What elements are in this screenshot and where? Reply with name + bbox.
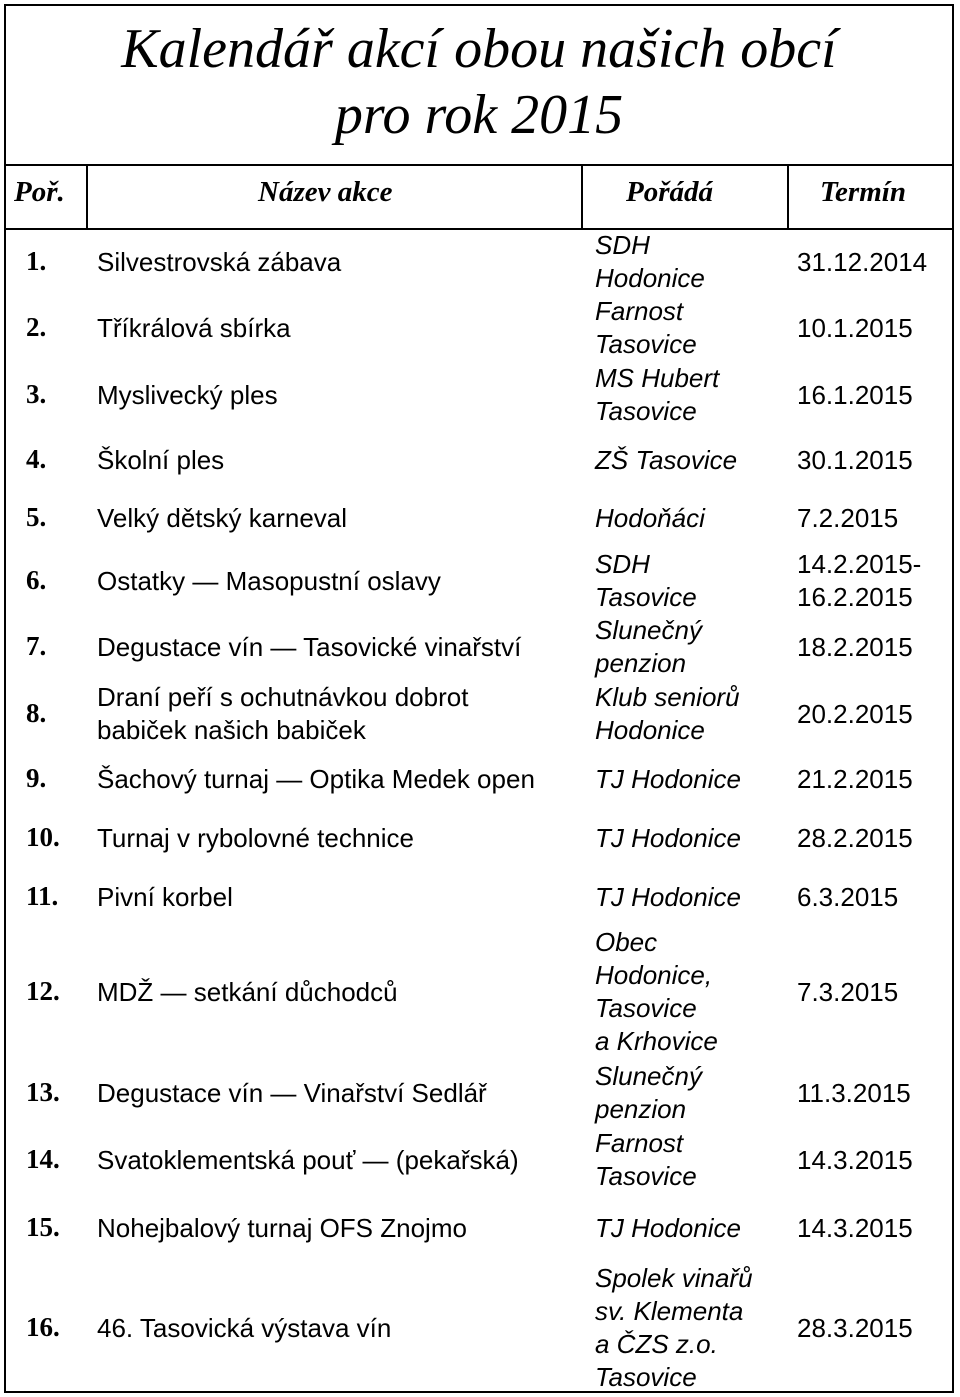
event-number: 14. [26,1144,60,1174]
event-number: 6. [26,565,47,595]
event-date: 30.1.2015 [797,444,913,475]
event-organizer: a Krhovice [595,1026,718,1056]
event-date: 16.2.2015 [797,582,913,612]
event-date: 20.2.2015 [797,698,913,729]
event-organizer: TJ Hodonice [595,881,741,912]
header-date: Termín [820,176,906,208]
event-number: 10. [26,822,60,852]
event-name: Turnaj v rybolovné technice [97,822,414,853]
header-divider [4,228,954,230]
event-organizer: Farnost [595,1128,684,1158]
event-organizer: TJ Hodonice [595,763,741,794]
event-name: Šachový turnaj — Optika Medek open [97,763,535,794]
event-organizer: Tasovice [595,1362,697,1392]
column-divider [581,164,583,230]
calendar-title-line-1: Kalendář akcí obou našich obcí [121,18,837,80]
event-date: 14.3.2015 [797,1212,913,1243]
event-number: 7. [26,631,47,661]
event-organizer: Slunečný [595,615,702,645]
event-date: 7.3.2015 [797,976,899,1007]
event-name: Nohejbalový turnaj OFS Znojmo [97,1212,467,1243]
column-divider [86,164,88,230]
event-organizer: Hodonice, [595,960,713,990]
event-organizer: Farnost [595,296,684,326]
event-date: 28.2.2015 [797,822,913,853]
event-organizer: MS Hubert [595,363,720,393]
header-number: Poř. [14,176,65,208]
event-organizer: Hodonice [595,715,705,745]
event-name: MDŽ — setkání důchodců [97,976,398,1007]
calendar-title-line-2: pro rok 2015 [334,84,624,146]
event-date: 28.3.2015 [797,1312,913,1343]
event-date: 10.1.2015 [797,312,913,343]
event-organizer: Tasovice [595,582,697,612]
event-number: 16. [26,1312,60,1342]
event-name: Školní ples [97,444,225,475]
event-organizer: sv. Klementa [595,1296,744,1326]
event-number: 11. [26,881,59,911]
event-number: 15. [26,1212,60,1242]
event-date: 21.2.2015 [797,763,913,794]
event-organizer: Tasovice [595,1161,697,1191]
event-name: Degustace vín — Vinařství Sedlář [97,1077,487,1108]
event-organizer: ZŠ Tasovice [595,444,738,475]
event-organizer: Slunečný [595,1061,702,1091]
event-date: 6.3.2015 [797,881,899,912]
event-number: 4. [26,444,47,474]
event-date: 18.2.2015 [797,631,913,662]
event-date: 7.2.2015 [797,502,899,533]
event-organizer: Hodoňáci [595,502,705,533]
event-number: 12. [26,976,60,1006]
event-name: Myslivecký ples [97,379,278,410]
event-name: Silvestrovská zábava [97,246,342,277]
event-name: Draní peří s ochutnávkou dobrot [97,682,469,712]
event-number: 9. [26,763,47,793]
calendar-title [4,4,954,164]
event-organizer: Obec [595,927,658,957]
event-name: Pivní korbel [97,881,233,912]
event-organizer: penzion [595,1094,687,1124]
event-number: 8. [26,698,47,728]
event-number: 1. [26,246,47,276]
event-name: 46. Tasovická výstava vín [97,1312,392,1343]
event-name: Tříkrálová sbírka [97,312,291,343]
event-date: 31.12.2014 [797,246,928,277]
event-organizer: Spolek vinařů [595,1263,753,1293]
event-organizer: a ČZS z.o. [595,1329,718,1359]
event-organizer: Tasovice [595,396,697,426]
event-organizer: Klub seniorů [595,682,740,712]
event-name: babiček našich babiček [97,715,366,745]
event-number: 5. [26,502,47,532]
event-date: 14.3.2015 [797,1144,913,1175]
event-organizer: TJ Hodonice [595,822,741,853]
event-date: 11.3.2015 [797,1077,911,1108]
event-organizer: Tasovice [595,329,697,359]
header-event-name: Název akce [258,176,393,208]
event-organizer: Tasovice [595,993,697,1023]
event-organizer: TJ Hodonice [595,1212,741,1243]
event-organizer: penzion [595,648,687,678]
event-name: Ostatky — Masopustní oslavy [97,565,441,596]
event-date: 16.1.2015 [797,379,913,410]
event-number: 2. [26,312,47,342]
header-organizer: Pořádá [626,176,713,208]
event-name: Degustace vín — Tasovické vinařství [97,631,522,662]
event-organizer: SDH [595,230,650,260]
event-date: 14.2.2015- [797,549,922,579]
column-divider [787,164,789,230]
event-name: Velký dětský karneval [97,502,348,533]
event-organizer: SDH [595,549,650,579]
event-organizer: Hodonice [595,263,705,293]
event-number: 13. [26,1077,60,1107]
event-name: Svatoklementská pouť — (pekařská) [97,1144,519,1175]
event-number: 3. [26,379,47,409]
